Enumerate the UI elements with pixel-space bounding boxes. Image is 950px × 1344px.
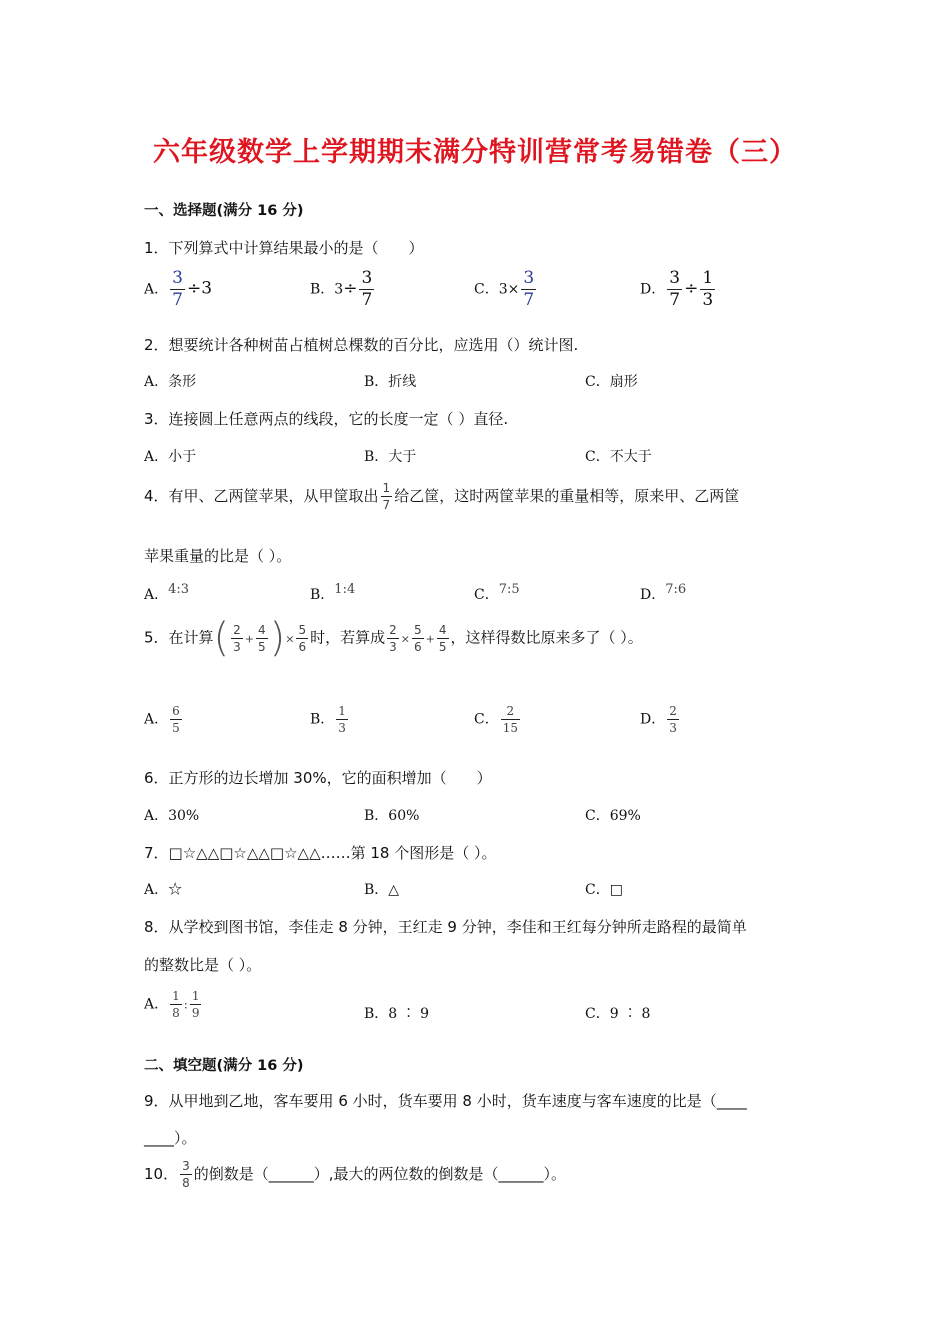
q7-option-c[interactable]: C．□	[585, 882, 623, 898]
question-7-stem: 7．□☆△△□☆△△□☆△△……第 18 个图形是（ ）。	[144, 844, 497, 862]
q2-option-c[interactable]: C．扇形	[585, 374, 638, 390]
fraction: $\frac{3}{7}$	[523, 268, 535, 310]
question-4-stem-cont: 苹果重量的比是（ ）。	[144, 547, 292, 565]
fraction: $\frac{2}{15}$	[502, 704, 518, 735]
q1-option-d[interactable]: D． $\frac{3}{7}$ ÷ $\frac{1}{3}$	[640, 268, 714, 310]
q6-option-c[interactable]: C．69%	[585, 808, 641, 824]
question-8-stem: 8．从学校到图书馆，李佳走 8 分钟，王红走 9 分钟，李佳和王红每分钟所走路程的最简单	[144, 918, 747, 936]
q8-option-a[interactable]: A． $\frac{1}{8}$ : $\frac{1}{9}$	[144, 989, 200, 1020]
fraction: $\frac{1}{3}$	[702, 268, 714, 310]
q4-option-b[interactable]: B．1:4	[310, 582, 356, 603]
section-heading-choice: 一、选择题(满分 16 分)	[144, 203, 304, 219]
q1-option-a[interactable]: A． $\frac{3}{7}$ ÷3	[144, 268, 213, 310]
fraction: $\frac{3}{7}$	[172, 268, 183, 310]
q1-option-b[interactable]: B．3÷ $\frac{3}{7}$	[310, 268, 373, 310]
q4-option-d[interactable]: D．7:6	[640, 582, 687, 603]
fraction: $\frac{2}{3}$	[389, 622, 397, 654]
fraction: $\frac{3}{7}$	[361, 268, 373, 310]
fraction: $\frac{3}{8}$	[182, 1159, 190, 1190]
question-5-stem: 5．在计算( $\frac{2}{3}$ + $\frac{4}{5}$ )× $\frac{5}{6}$ 时，若算成 $\frac{2}{3}$ × $\frac{5}{6}$ + $\frac{4}{5}$ ，这样得数比原来多了（ ）。	[144, 615, 643, 661]
page-title: 六年级数学上学期期末满分特训营常考易错卷（三）	[153, 137, 797, 168]
q8-option-c[interactable]: C．9 ∶ 8	[585, 1006, 651, 1022]
q5-option-d[interactable]: D． $\frac{2}{3}$	[640, 704, 677, 735]
q2-option-b[interactable]: B．折线	[364, 374, 417, 390]
q4-option-a[interactable]: A．4:3	[144, 582, 190, 603]
q3-option-b[interactable]: B．大于	[364, 449, 417, 465]
q5-option-a[interactable]: A． $\frac{6}{5}$	[144, 704, 180, 735]
question-3-stem: 3．连接圆上任意两点的线段，它的长度一定（ ）直径.	[144, 410, 509, 428]
fraction: $\frac{2}{3}$	[669, 704, 677, 735]
fraction: $\frac{2}{3}$	[233, 622, 241, 654]
q5-option-b[interactable]: B． $\frac{1}{3}$	[310, 704, 346, 735]
q8-option-b[interactable]: B．8 ∶ 9	[364, 1006, 430, 1022]
fraction: $\frac{6}{5}$	[172, 704, 180, 735]
q6-option-b[interactable]: B．60%	[364, 808, 420, 824]
q3-option-c[interactable]: C．不大于	[585, 449, 652, 465]
question-1-stem: 1．下列算式中计算结果最小的是（ ）	[144, 239, 424, 257]
fraction: $\frac{1}{8}$	[172, 989, 180, 1020]
question-2-stem: 2．想要统计各种树苗占植树总棵数的百分比，应选用（）统计图.	[144, 336, 579, 354]
fraction: $\frac{1}{9}$	[191, 989, 200, 1020]
q5-option-c[interactable]: C． $\frac{2}{15}$	[474, 704, 518, 735]
fraction: $\frac{3}{7}$	[669, 268, 681, 310]
fraction: $\frac{1}{7}$	[382, 481, 391, 512]
q6-option-a[interactable]: A．30%	[144, 808, 200, 824]
question-8-stem-cont: 的整数比是（ ）。	[144, 956, 262, 974]
question-4-stem: 4．有甲、乙两筐苹果，从甲筐取出 $\frac{1}{7}$ 给乙筐，这时两筐苹果的重量相等，原来甲、乙两筐	[144, 481, 740, 512]
fraction: $\frac{4}{5}$	[438, 622, 447, 654]
q7-option-a[interactable]: A．☆	[144, 882, 183, 898]
question-10-stem: 10． $\frac{3}{8}$ 的倒数是（______）,最大的两位数的倒数是（______）。	[144, 1159, 567, 1190]
fraction: $\frac{5}{6}$	[298, 622, 307, 654]
q3-option-a[interactable]: A．小于	[144, 449, 197, 465]
q4-option-c[interactable]: C．7:5	[474, 582, 520, 603]
q7-option-b[interactable]: B．△	[364, 882, 400, 898]
question-6-stem: 6．正方形的边长增加 30%，它的面积增加（ ）	[144, 769, 492, 787]
fraction: $\frac{1}{3}$	[338, 704, 346, 735]
q1-option-c[interactable]: C．3× $\frac{3}{7}$	[474, 268, 535, 310]
q2-option-a[interactable]: A．条形	[144, 374, 197, 390]
fraction: $\frac{4}{5}$	[258, 622, 266, 654]
section-heading-fill: 二、填空题(满分 16 分)	[144, 1058, 304, 1074]
question-9-stem-cont: ____）。	[144, 1129, 197, 1147]
fraction: $\frac{5}{6}$	[414, 622, 422, 654]
question-9-stem: 9．从甲地到乙地，客车要用 6 小时，货车要用 8 小时，货车速度与客车速度的比是（____	[144, 1092, 747, 1110]
